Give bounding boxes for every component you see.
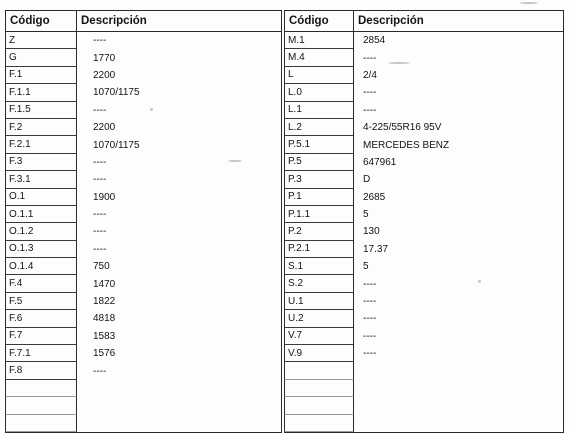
left-table-row xyxy=(5,241,282,258)
left-description-cell: 750 xyxy=(77,258,282,275)
right-table-row xyxy=(284,84,564,101)
right-code-cell xyxy=(284,380,354,397)
right-table-header xyxy=(284,11,564,32)
right-table-row xyxy=(284,397,564,414)
left-code-cell: F.1.5 xyxy=(5,102,77,119)
right-code-cell: S.2 xyxy=(284,275,354,292)
right-description-header: Descripción xyxy=(354,11,564,31)
right-table-row xyxy=(284,362,564,379)
right-code-cell: V.7 xyxy=(284,328,354,345)
right-description-cell: 5 xyxy=(354,258,564,275)
right-code-cell xyxy=(284,415,354,432)
right-table-row xyxy=(284,49,564,66)
left-code-cell: O.1 xyxy=(5,189,77,206)
left-description-cell: 4818 xyxy=(77,310,282,327)
left-table-row xyxy=(5,310,282,327)
left-code-cell: O.1.2 xyxy=(5,223,77,240)
left-table-row xyxy=(5,345,282,362)
right-table-row xyxy=(284,310,564,327)
right-table-row xyxy=(284,206,564,223)
left-code-cell: F.5 xyxy=(5,293,77,310)
left-code-cell: F.1 xyxy=(5,67,77,84)
left-table-row xyxy=(5,397,282,414)
left-description-cell: 2200 xyxy=(77,67,282,84)
right-table-row xyxy=(284,275,564,292)
left-table-row xyxy=(5,258,282,275)
left-code-cell xyxy=(5,415,77,432)
right-description-cell: ---- xyxy=(354,328,564,345)
left-code-cell: F.3 xyxy=(5,154,77,171)
left-code-cell: F.2.1 xyxy=(5,136,77,153)
right-code-cell: P.2.1 xyxy=(284,241,354,258)
right-description-cell: 647961 xyxy=(354,154,564,171)
right-description-cell xyxy=(354,397,564,414)
left-table-row xyxy=(5,293,282,310)
right-table-row xyxy=(284,119,564,136)
right-description-cell: 2/4 xyxy=(354,67,564,84)
right-table-row xyxy=(284,32,564,49)
left-table-header xyxy=(5,11,282,32)
right-table-row xyxy=(284,415,564,432)
right-table-row xyxy=(284,171,564,188)
left-code-cell xyxy=(5,397,77,414)
right-table-row xyxy=(284,67,564,84)
left-description-cell: 2200 xyxy=(77,119,282,136)
left-description-cell: ---- xyxy=(77,171,282,188)
left-table-row xyxy=(5,49,282,66)
right-code-cell: P.5 xyxy=(284,154,354,171)
right-table-row xyxy=(284,223,564,240)
left-table-row xyxy=(5,328,282,345)
right-table-row xyxy=(284,102,564,119)
left-code-cell: G xyxy=(5,49,77,66)
right-description-cell: 5 xyxy=(354,206,564,223)
left-description-cell: 1900 xyxy=(77,189,282,206)
right-code-cell: M.4 xyxy=(284,49,354,66)
scan-speck xyxy=(150,108,153,111)
right-code-cell xyxy=(284,362,354,379)
left-description-cell: 1070/1175 xyxy=(77,136,282,153)
right-table-row xyxy=(284,345,564,362)
left-description-cell: 1583 xyxy=(77,328,282,345)
right-code-header: Código xyxy=(284,11,354,31)
left-description-cell: ---- xyxy=(77,102,282,119)
right-code-cell: P.2 xyxy=(284,223,354,240)
right-code-cell: U.1 xyxy=(284,293,354,310)
left-code-cell: O.1.4 xyxy=(5,258,77,275)
left-table-body xyxy=(5,32,282,432)
right-table-row xyxy=(284,241,564,258)
right-description-cell xyxy=(354,362,564,379)
right-description-cell: ---- xyxy=(354,102,564,119)
right-code-cell xyxy=(284,397,354,414)
scan-speck xyxy=(478,280,481,283)
left-table-row xyxy=(5,154,282,171)
left-description-header: Descripción xyxy=(77,11,282,31)
left-code-cell: F.7 xyxy=(5,328,77,345)
left-table-row xyxy=(5,119,282,136)
right-code-cell: V.9 xyxy=(284,345,354,362)
left-description-cell xyxy=(77,380,282,397)
right-description-cell: 4-225/55R16 95V xyxy=(354,119,564,136)
right-description-cell xyxy=(354,415,564,432)
right-description-cell: ---- xyxy=(354,345,564,362)
right-description-cell: ---- xyxy=(354,84,564,101)
left-table-row xyxy=(5,102,282,119)
right-description-cell: ---- xyxy=(354,310,564,327)
right-code-cell: L.2 xyxy=(284,119,354,136)
scan-speck xyxy=(228,160,242,162)
left-description-cell: ---- xyxy=(77,206,282,223)
right-table-row xyxy=(284,154,564,171)
left-table-row xyxy=(5,84,282,101)
left-description-cell xyxy=(77,415,282,432)
right-code-cell: L.0 xyxy=(284,84,354,101)
left-table-row xyxy=(5,189,282,206)
left-description-cell: 1822 xyxy=(77,293,282,310)
left-table-row xyxy=(5,171,282,188)
right-code-cell: P.5.1 xyxy=(284,136,354,153)
right-description-cell xyxy=(354,380,564,397)
left-description-cell: ---- xyxy=(77,223,282,240)
left-description-cell: 1070/1175 xyxy=(77,84,282,101)
left-code-cell: F.4 xyxy=(5,275,77,292)
right-code-table xyxy=(284,10,564,433)
right-table-row xyxy=(284,328,564,345)
right-code-cell: P.1 xyxy=(284,189,354,206)
right-description-cell: MERCEDES BENZ xyxy=(354,136,564,153)
left-description-cell xyxy=(77,397,282,414)
left-description-cell: ---- xyxy=(77,241,282,258)
left-table-row xyxy=(5,67,282,84)
left-code-cell xyxy=(5,380,77,397)
left-table-row xyxy=(5,275,282,292)
left-code-table xyxy=(5,10,282,433)
left-description-cell: ---- xyxy=(77,362,282,379)
right-description-cell: ---- xyxy=(354,293,564,310)
right-code-cell: M.1 xyxy=(284,32,354,49)
right-description-cell: 17.37 xyxy=(354,241,564,258)
right-table-row xyxy=(284,293,564,310)
right-description-cell: 2685 xyxy=(354,189,564,206)
left-code-cell: O.1.1 xyxy=(5,206,77,223)
scan-speck xyxy=(520,2,538,4)
left-table-row xyxy=(5,206,282,223)
left-description-cell: 1576 xyxy=(77,345,282,362)
left-code-cell: O.1.3 xyxy=(5,241,77,258)
right-table-row xyxy=(284,380,564,397)
right-description-cell: 130 xyxy=(354,223,564,240)
left-table-row xyxy=(5,380,282,397)
left-table-row xyxy=(5,32,282,49)
left-table-row xyxy=(5,362,282,379)
right-table-row xyxy=(284,258,564,275)
left-table-row xyxy=(5,415,282,432)
left-description-cell: ---- xyxy=(77,154,282,171)
right-code-cell: P.3 xyxy=(284,171,354,188)
left-code-cell: F.8 xyxy=(5,362,77,379)
left-code-header: Código xyxy=(5,11,77,31)
left-description-cell: ---- xyxy=(77,32,282,49)
right-code-cell: L xyxy=(284,67,354,84)
right-table-row xyxy=(284,136,564,153)
right-description-cell: 2854 xyxy=(354,32,564,49)
left-code-cell: Z xyxy=(5,32,77,49)
right-description-cell: ---- xyxy=(354,275,564,292)
left-description-cell: 1470 xyxy=(77,275,282,292)
left-table-row xyxy=(5,136,282,153)
left-code-cell: F.7.1 xyxy=(5,345,77,362)
right-table-row xyxy=(284,189,564,206)
left-table-row xyxy=(5,223,282,240)
right-code-cell: U.2 xyxy=(284,310,354,327)
right-description-cell: ---- xyxy=(354,49,564,66)
right-table-body xyxy=(284,32,564,432)
left-description-cell: 1770 xyxy=(77,49,282,66)
right-code-cell: L.1 xyxy=(284,102,354,119)
right-code-cell: S.1 xyxy=(284,258,354,275)
scan-speck xyxy=(388,62,410,64)
left-code-cell: F.3.1 xyxy=(5,171,77,188)
left-code-cell: F.6 xyxy=(5,310,77,327)
right-code-cell: P.1.1 xyxy=(284,206,354,223)
left-code-cell: F.2 xyxy=(5,119,77,136)
right-description-cell: D xyxy=(354,171,564,188)
left-code-cell: F.1.1 xyxy=(5,84,77,101)
